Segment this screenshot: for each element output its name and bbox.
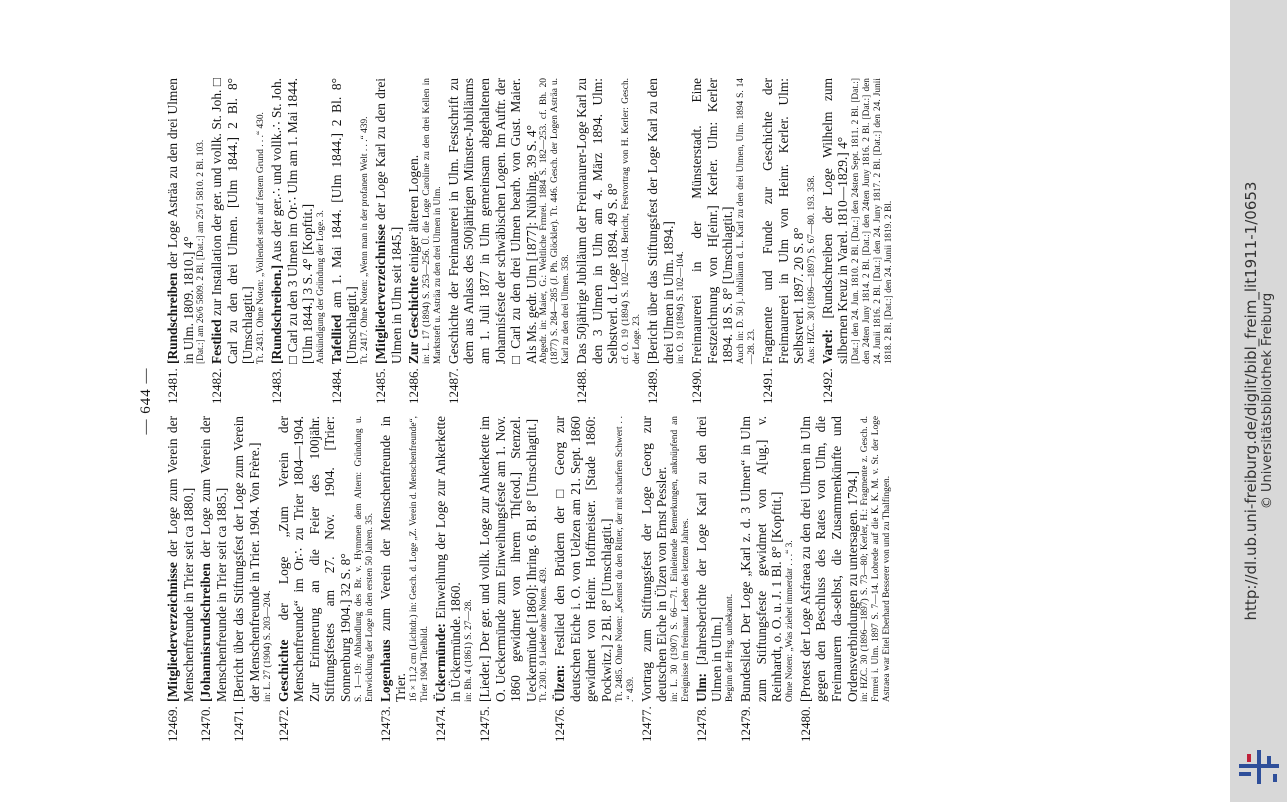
sidebar-lines (1242, 182, 1276, 621)
bibliography-entry (406, 78, 444, 404)
entry-body: Aus der ger.∴ und vollk.∴ St. Joh. □ Carl zu den 3 Ulmen im Or∴ Ulm am 1. Mai 1844. [Ulm 1844.] 3 S. 4° [Kopftit.] (268, 78, 316, 364)
entry-body: Festlied den Brüdern der □ Georg zur deutschen Eiche i. O. von Uelzen am 21. Sept. 1860 gewidmet von Heinr. Hoffmeister. [Stade 1860: Pockwitz.] 2 Bl. 8° [Umschlagtit.] (552, 416, 615, 702)
entry-text (798, 416, 893, 702)
entry-number: 12485. (372, 368, 388, 404)
entry-text (477, 416, 550, 702)
entry-note: Beginn der Hrsg. unbekannt. (725, 593, 736, 702)
entry-text (738, 416, 796, 702)
entry-text (574, 78, 643, 364)
entry-text (276, 416, 376, 702)
entry-text (378, 416, 431, 702)
entry-text (165, 78, 207, 364)
entry-body: Einweihung der Loge zur Ankerkette in Ückermünde. 1860. (432, 416, 464, 702)
page-number: — 644 — (138, 367, 154, 435)
entry-body: der Loge Karl zu den drei Ulmen in Ulm seit 1845.] (372, 78, 404, 364)
entry-text (329, 78, 371, 364)
entry-heading: Festlied (209, 319, 225, 364)
entry-body: zur Installation der ger. und vollk. St. Joh. □ Carl zu den drei Ulmen. [Ulm 1844.] 2 Bl. 8° [Umschlagtit.] (209, 78, 256, 364)
bibliography-entry (760, 78, 818, 404)
entry-heading: Zur Geschichte (406, 276, 422, 364)
entry-note: in: L. 27 (1904) S. 203—204. (262, 590, 273, 702)
entry-body: der Loge „Zum Verein der Menschenfreunde“ im Or∴ zu Trier 1804—1904. Zur Erinnerung an die Feier des 100jähr. Stiftungsfestes am 27. Nov. 1904. [Trier: Sonnenburg 1904.] 32 S. 8° (275, 416, 353, 702)
entry-body: [Jahresberichte der Loge Karl zu den drei Ulmen in Ulm.] (693, 416, 725, 702)
entry-number: 12473. (377, 706, 393, 742)
entry-note: Ankündigung der Gründung der Loge. 3. (315, 210, 326, 364)
entry-body: der Loge zum Verein der Menschenfreunde in Trier seit ca 1880.] (165, 416, 196, 702)
entry-heading: Tafellied (328, 314, 344, 364)
entry-number: 12488. (574, 368, 590, 404)
entry-heading: Geschichte (275, 639, 291, 702)
entry-note: Auch in: D. 50 j. Jubiläum d. L. Karl zu den drei Ulmen, Ulm. 1894 S. 14—28. 23. (736, 78, 758, 364)
entry-note: in: L. 17 (1894) S. 253—256. Ü. die Loge Caroline zu den drei Kellen in Marktsteft u. Asträa zu den drei Ulmen in Ulm. (421, 78, 443, 364)
entry-text (689, 78, 758, 364)
entry-text (198, 416, 229, 702)
entry-number: 12486. (406, 368, 422, 404)
bibliography-entry (433, 416, 475, 742)
entry-text (373, 78, 404, 364)
entry-number: 12482. (209, 368, 225, 404)
entry-number: 12487. (445, 368, 461, 404)
entry-text (231, 416, 273, 702)
entry-note: in: O. 19 (1894) S. 102—104. (676, 251, 687, 364)
entry-number: 12476. (552, 706, 568, 742)
bibliography-entry (738, 416, 796, 742)
entry-number: 12477. (638, 706, 654, 742)
bibliography-entry (574, 78, 643, 404)
bibliography-entry (689, 78, 758, 404)
entry-body: [Rundschreiben der Loge Wilhelm zum silbernen Kreuz in Varel. 1810—1829.] 4° (819, 78, 851, 364)
bibliography-entry (209, 78, 267, 404)
entry-body: zum Verein der Menschenfreunde in Trier. (377, 416, 409, 702)
entry-note: [Dat.:] am 26/6 5809. 2 Bl. [Dat.:] am 25/1 5810. 2 Bl. 103. (196, 139, 207, 364)
entry-number: 12478. (693, 706, 709, 742)
entry-body: [Lieder.] Der ger. und vollk. Loge zur Ankerkette im O. Ueckermünde zum Einweihungsfeste am 1. Nov. 1860 gewidmet von ihrem Th[eod.] Stenzel. Ueckermünde [1860]: Ihring. 6 Bl. 8° [Umschlagtit.] (476, 416, 539, 702)
entry-note: in: Bh. 4 (1861) S. 27—28. (463, 599, 474, 702)
bibliography-entry (645, 78, 687, 404)
entry-heading: [Mitgliederverzeichnisse (372, 224, 388, 364)
bibliography-entry (198, 416, 229, 742)
entry-number: 12491. (760, 368, 776, 404)
entry-note: in: HZC. 30 (1896—1897) S. 73—80; Kerler, H.: Fragmente z. Gesch. d. Frmrei i. Ulm. 1897 S. 7—14. Lobrede auf die K. K. M. v. St. der Loge Astraea war Eitel Eberhard Besserer von und zu Thalfingen. (860, 416, 893, 702)
bibliography-entry (820, 78, 895, 404)
entry-text (165, 416, 196, 702)
entry-heading: Logenhaus (377, 639, 393, 702)
entry-number: 12489. (645, 368, 661, 404)
bibliography-entry (165, 78, 207, 404)
entry-body: der Loge zum Verein der Menschenfreunde in Trier seit ca 1885.] (198, 416, 229, 702)
left-column (165, 416, 895, 742)
entry-number: 12471. (231, 706, 247, 742)
entry-body: [Bericht über das Stiftungsfest der Loge Karl zu den drei Ulmen in Ulm. 1894.] (645, 78, 676, 364)
entry-text (639, 416, 692, 702)
entry-number: 12480. (797, 706, 813, 742)
entry-note: [Dat.:] den 24. Jun. 1810. 2 Bl. [Dat.:] den 24sten Sept. 1811. 2 Bl. [Dat.:] den 24ten Juny 1814. 2 Bl. [Dat.:] den 24ten Juny 1816. 2 Bl. [Dat.:] den 24. Junii 1816. 2 Bl. [Dat.:] den 24. Juny 1817. 2 Bl. [Dat.:] den 24. Junii 1818. 2 Bl. [Dat.:] den 24. Junii 1819. 2 Bl. (851, 78, 894, 364)
entry-heading: [Johannisrundschreiben (198, 563, 214, 702)
sidebar-caption (1230, 0, 1287, 802)
bibliography-entry (329, 78, 371, 404)
entry-number: 12490. (689, 368, 705, 404)
entry-body: Vortrag zum Stiftungsfest der Loge Georg zur deutschen Eiche in Ülzen von Ernst Pessler. (638, 416, 670, 702)
entry-heading: Ückermünde: (432, 623, 448, 702)
entry-body: der Loge Asträa zu den drei Ulmen in Ulm. 1809. 1810.] 4° (165, 78, 196, 364)
library-logo-icon (1237, 748, 1281, 786)
entry-number: 12492. (819, 368, 835, 404)
entry-note: S. 1—19: Abhandlung des Br. v. Hymmen dem Altern: Gründung u. Entwicklung der Loge in den ersten 50 Jahren. 35. (353, 416, 375, 702)
entry-text (552, 416, 636, 702)
viewer-sidebar (1230, 0, 1287, 802)
entry-note: Ohne Noten: „Was ziehet immerdar . . .“ 3. (784, 540, 795, 702)
entry-heading: Ulm: (693, 672, 709, 702)
entry-number: 12474. (432, 706, 448, 742)
entry-text (820, 78, 895, 364)
right-column (165, 78, 897, 404)
entry-number: 12479. (738, 706, 754, 742)
entry-note: Tt. 2485. Ohne Noten: „Kennst du den Ritter, der mit scharfem Schwert . . .“ 439. (614, 416, 636, 702)
entry-heading: [Mitgliederverzeichnisse (165, 562, 180, 702)
entry-heading: [Rundschreiben (165, 272, 180, 364)
entry-note: cf. O. 19 (1894) S. 102—104. Bericht, Festvortrag von H. Kerler: Gesch. der Loge. 23. (621, 78, 643, 364)
entry-number: 12483. (268, 368, 284, 404)
bibliography-entry (798, 416, 893, 742)
entry-text (645, 78, 687, 364)
entry-body: Bundeslied. Der Loge „Karl z. d. 3 Ulmen“ in Ulm zum Stiftungsfeste gewidmet von A[ug.] v. Reinhardt, o. O. u. J. 1 Bl. 8° [Kopftit.] (738, 416, 785, 702)
entry-number: 12469. (165, 706, 180, 742)
entry-note: 16 × 11,2 cm (Lichtdr.) in: Gesch. d. Loge „Z. Verein d. Menschenfreunde“, Trier 1904 Titelbild. (408, 416, 430, 702)
entry-text (760, 78, 818, 364)
entry-number: 12484. (328, 368, 344, 404)
entry-text (446, 78, 573, 364)
entry-body: [Protest der Loge Asfraea zu den drei Ulmen in Ulm gegen den Beschluss des Rates von Ulm, die Freimaurern da-selbst, die Zusammenkünfte und Ordensverbindungen zu untersagen. 1794.] (797, 416, 860, 702)
entry-note: Tt. 2431. Ohne Noten: „Vollendet steht auf festem Grund . . .“ 430. (255, 112, 266, 364)
entry-body: Freimaurerei in der Münsterstadt. Eine Festzeichnung von H[einr.] Kerler. Ulm: Kerler 1894. 18 S. 8° [Umschlagtit.] (689, 78, 736, 364)
bibliography-entry (477, 416, 550, 742)
entry-body: einiger älteren Logen. (406, 154, 422, 277)
entry-number: 12472. (275, 706, 291, 742)
bibliography-entry (165, 416, 196, 742)
bibliography-entry (446, 78, 573, 404)
entry-note: in: L. 30 (1907) S. 66—71. Einleitende Bemerkungen, anknüpfend an Ereignisse im freimaur. Leben des letzten Jahres. (669, 416, 691, 702)
entry-note: Abgedr. in: Maier, G.: Weltliche Frmrei. 1884 S. 182—253. cf. Bh. 20 (1877) S. 284—285 (J. Ph. Glöckler). Tt. 446. Gesch. der Logen Asträa u. Karl zu den drei Ulmen. 358. (539, 78, 572, 364)
entry-body: Fragmente und Funde zur Geschichte der Freimaurerei in Ulm von Heinr. Kerler. Ulm: Selbstverl. 1897. 20 S. 8° (760, 78, 807, 364)
entry-body: [Bericht über das Stiftungsfest der Loge zum Verein der Menschenfreunde in Trier. 1904. Von Frère.] (231, 416, 262, 702)
entry-heading: Ülzen: (552, 664, 568, 702)
entry-text (406, 78, 444, 364)
entry-number: 12475. (476, 706, 492, 742)
entry-note: Tt. 2301. 9 Lieder ohne Noten. 439. (539, 567, 550, 702)
bibliography-entry (378, 416, 431, 742)
entry-text (209, 78, 267, 364)
entry-note: Tt. 2417. Ohne Noten: „Wenn man in der profanen Welt . . .“ 439. (359, 116, 370, 364)
bibliography-entry (694, 416, 736, 742)
bibliography-entry (373, 78, 404, 404)
entry-number: 12481. (165, 368, 180, 404)
bibliography-entry (552, 416, 636, 742)
entry-text (694, 416, 736, 702)
source-url-link[interactable]: http://dl.ub.uni-freiburg.de/diglit/bibl_freim_lit1911-1/0653 (1241, 181, 1260, 621)
copyright-text: © Universitätsbibliothek Freiburg (1259, 292, 1275, 510)
entry-heading: Varel: (819, 329, 835, 364)
bibliography-entry (276, 416, 376, 742)
bibliography-entry (639, 416, 692, 742)
bibliography-entry (269, 78, 327, 404)
entry-text (269, 78, 327, 364)
entry-text (433, 416, 475, 702)
bibliography-entry (231, 416, 273, 742)
entry-heading: [Rundschreiben.] (268, 264, 284, 364)
entry-note: Aus: HZC. 30 (1896—1897) S. 67—80. 193. 358. (806, 175, 817, 364)
entry-body: Geschichte der Freimaurerei in Ulm. Festschrift zu dem aus Anlass des 500jährigen Münster-Jubiläums am 1. Juli 1877 in Ulm gemeinsam abgehaltenen Johannisfeste der schwäbischen Logen. Im Auftr. der □ Carl zu den drei Ulmen bearb. von Gust. Maier. Als Ms. gedr. Ulm [1877]: Nübling. 39 S. 4° (445, 78, 539, 364)
entry-body: Das 50jährige Jubiläum der Freimaurer-Loge Karl zu den 3 Ulmen in Ulm am 4. März 1894. Ulm: Selbstverl. d. Loge 1894. 49 S. 8° (574, 78, 621, 364)
entry-number: 12470. (198, 706, 214, 742)
entry-body: am 1. Mai 1844. [Ulm 1844.] 2 Bl. 8° [Umschlagtit.] (328, 78, 360, 364)
